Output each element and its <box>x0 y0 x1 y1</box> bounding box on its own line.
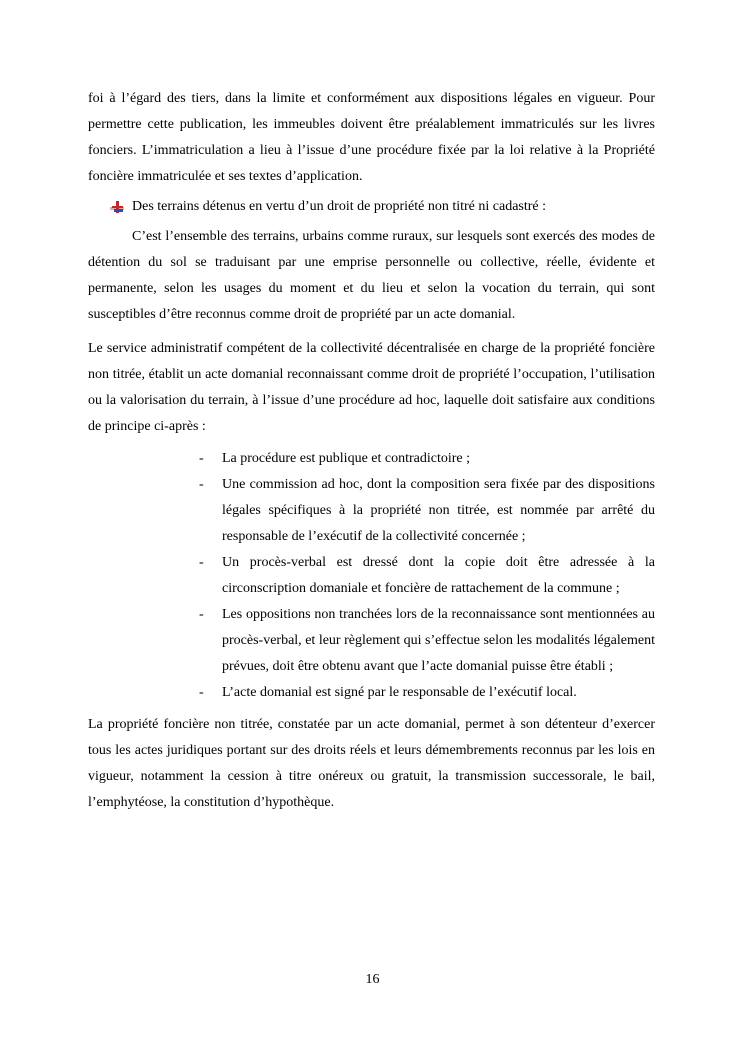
dash-marker: - <box>199 451 204 466</box>
list-item <box>199 446 655 472</box>
dash-marker: - <box>199 477 204 492</box>
paragraph-service: Le service administratif compétent de la collectivité décentralisée en charge de la propriété foncière non titrée, établit un acte domanial reconnaissant comme droit de propriété l’occupation, l’utilisation ou la valorisation du terrain, à l’issue d’une procédure ad hoc, laquelle doit satisfaire aux conditions de principe ci-après : <box>88 341 655 434</box>
list-item <box>199 680 655 706</box>
dash-marker: - <box>199 685 204 700</box>
list-item-text: La procédure est publique et contradictoire ; <box>222 451 471 466</box>
dash-marker: - <box>199 607 204 622</box>
dash-marker: - <box>199 555 204 570</box>
paragraph-intro: foi à l’égard des tiers, dans la limite et conformément aux dispositions légales en vigueur. Pour permettre cette publication, les immeubles doivent être préalablement immatriculés sur les livres fonciers. L’immatriculation a lieu à l’issue d’une procédure fixée par la loi relative à la Propriété foncière immatriculée et ses textes d’application. <box>88 91 655 184</box>
conditions-list <box>88 446 655 706</box>
list-item-text: L’acte domanial est signé par le responsable de l’exécutif local. <box>222 685 577 700</box>
colored-cross-bullet-icon <box>110 200 124 214</box>
paragraph-definition: C’est l’ensemble des terrains, urbains comme ruraux, sur lesquels sont exercés des modes de détention du sol se traduisant par une emprise personnelle ou collective, réelle, évidente et permanente, selon les usages du moment et du lieu et selon la vocation du terrain, qui sont susceptibles d’être reconnus comme droit de propriété par un acte domanial. <box>88 229 655 322</box>
list-item <box>199 472 655 550</box>
page-number: 16 <box>365 972 380 987</box>
bullet-heading-text: Des terrains détenus en vertu d’un droit de propriété non titré ni cadastré : <box>132 199 547 214</box>
bullet-heading <box>88 194 655 220</box>
list-item-text: Une commission ad hoc, dont la composition sera fixée par des dispositions légales spécifiques à la propriété non titrée, est nommée par arrêté du responsable de l’exécutif de la collectivité concernée ; <box>222 477 655 544</box>
list-item <box>199 602 655 680</box>
document-page <box>88 86 655 816</box>
list-item <box>199 550 655 602</box>
paragraph-conclusion: La propriété foncière non titrée, constatée par un acte domanial, permet à son détenteur d’exercer tous les actes juridiques portant sur des droits réels et leurs démembrements reconnus par les lois en vigueur, notamment la cession à titre onéreux ou gratuit, la transmission successorale, le bail, l’emphytéose, la constitution d’hypothèque. <box>88 717 655 810</box>
list-item-text: Les oppositions non tranchées lors de la reconnaissance sont mentionnées au procès-verbal, et leur règlement qui s’effectue selon les modalités légalement prévues, doit être obtenu avant que l’acte domanial puisse être établi ; <box>222 607 655 674</box>
list-item-text: Un procès-verbal est dressé dont la copie doit être adressée à la circonscription domaniale et foncière de rattachement de la commune ; <box>222 555 655 596</box>
